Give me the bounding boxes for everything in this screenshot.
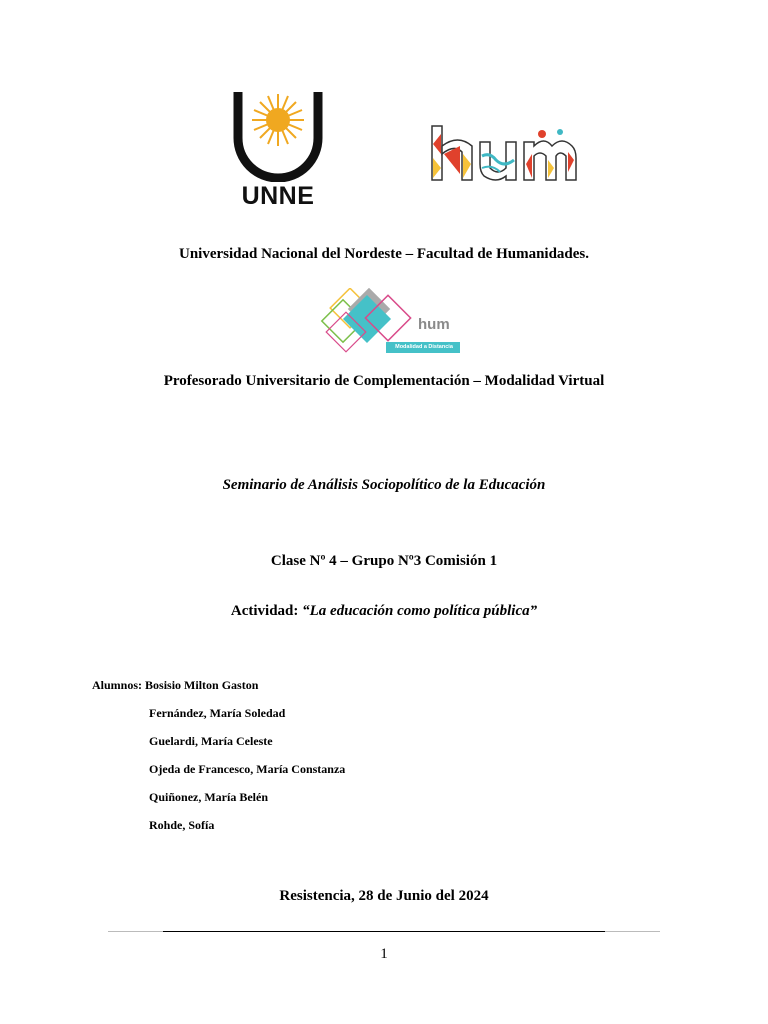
footer-divider-ends [108,931,660,932]
student-name: Rohde, Sofía [149,818,215,832]
place-date: Resistencia, 28 de Junio del 2024 [279,888,489,904]
page-number: 1 [380,946,388,962]
students-label: Alumnos: [92,678,146,692]
unne-logo [232,90,324,212]
hum-logo [430,124,578,184]
university-line: Universidad Nacional del Nordeste – Facultad de Humanidades. [178,246,590,262]
student-name: Bosisio Milton Gaston [145,678,259,692]
modalidad-band-text: Modalidad a Distancia [395,344,453,350]
hum-logo-icon [430,124,578,184]
student-name: Quiñonez, María Belén [149,790,268,804]
modalidad-hum-text: hum [418,316,450,333]
unne-emblem-icon [232,90,324,182]
unne-logo-text: UNNE [241,182,315,210]
students-first-row [92,678,258,693]
modalidad-logo [320,288,462,354]
activity-line [0,603,768,620]
student-name: Fernández, María Soledad [149,706,286,720]
activity-label: Actividad: [230,603,303,619]
program-line: Profesorado Universitario de Complementación – Modalidad Virtual [163,373,605,389]
activity-title: “La educación como política pública” [302,603,538,619]
seminar-title: Seminario de Análisis Sociopolítico de la Educación [222,477,546,493]
student-name: Guelardi, María Celeste [149,734,273,748]
class-line: Clase Nº 4 – Grupo Nº3 Comisión 1 [270,553,498,569]
student-name: Ojeda de Francesco, María Constanza [149,762,346,776]
